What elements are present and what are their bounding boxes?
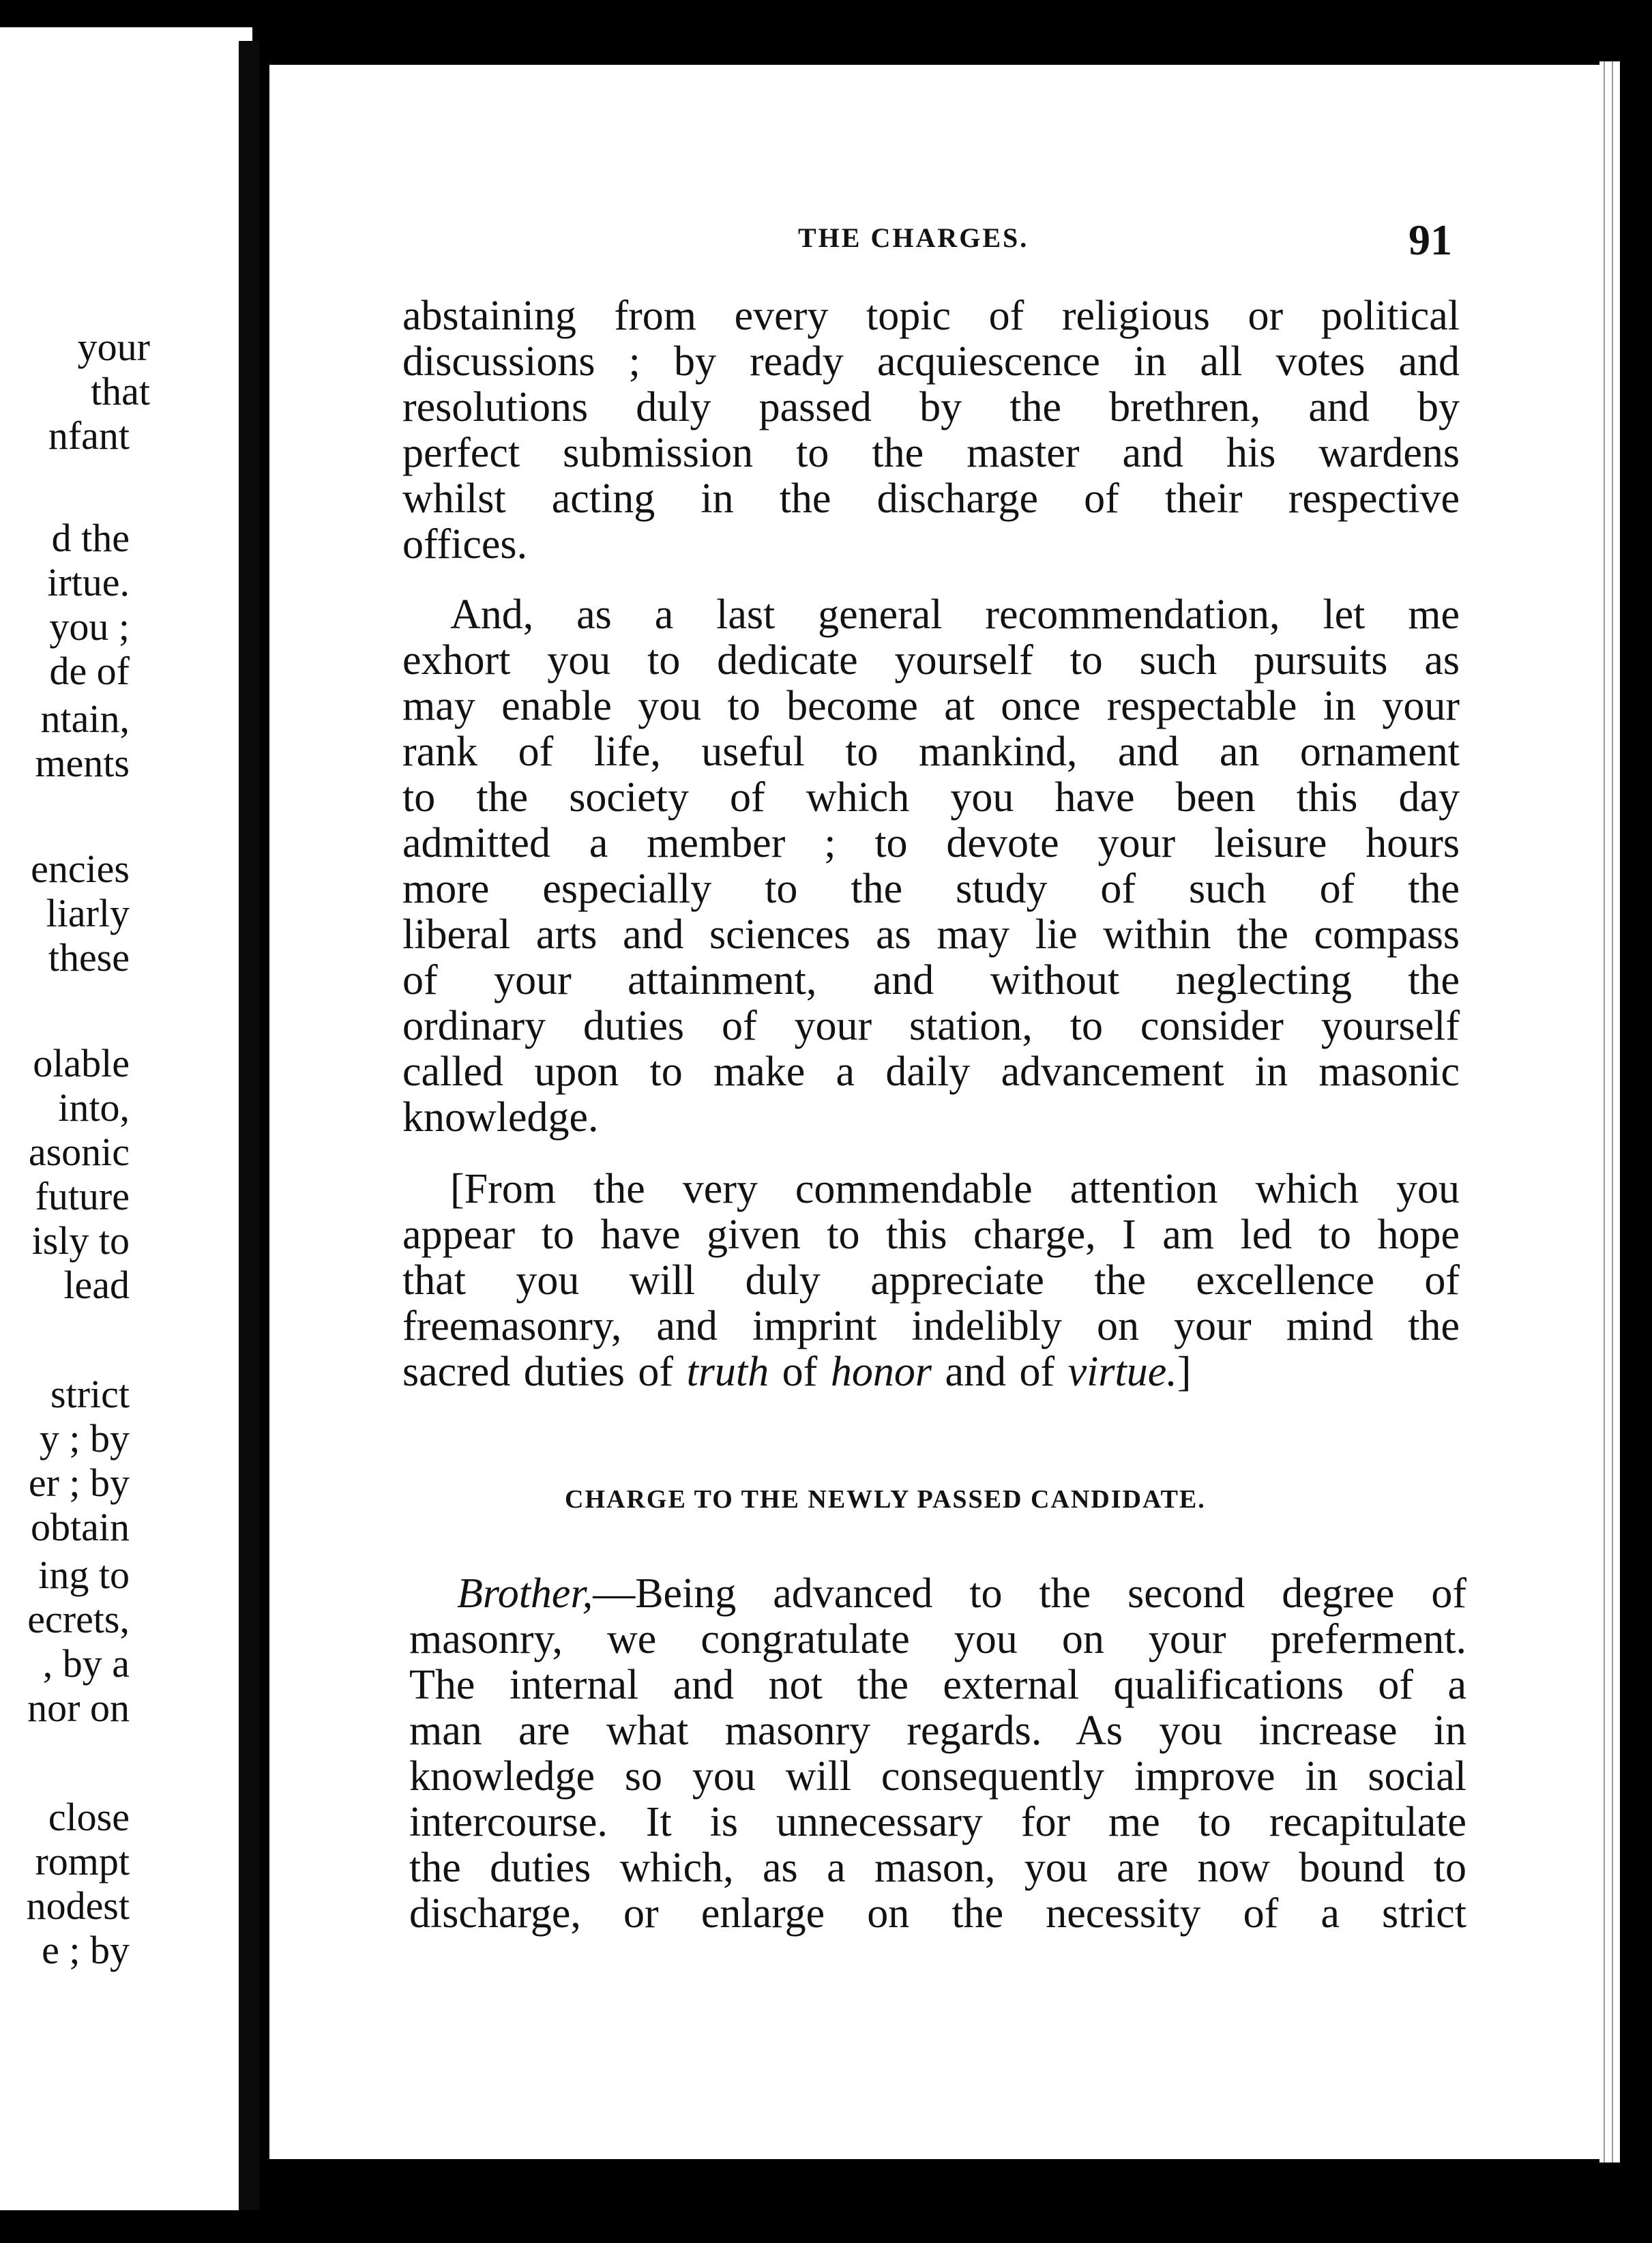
text-line: freemasonry, and imprint indelibly on your mind the xyxy=(402,1303,1460,1349)
text-line: knowledge. xyxy=(402,1094,599,1141)
facing-page-line: obtain xyxy=(31,1505,130,1549)
running-head xyxy=(798,215,1480,269)
book-gutter xyxy=(239,41,259,2210)
facing-page-line: isly to xyxy=(31,1218,130,1263)
text-line: appear to have given to this charge, I am led to hope xyxy=(402,1212,1460,1258)
paragraph-bracketed xyxy=(402,1167,1460,1395)
text-run: —Being advanced to the second degree of xyxy=(593,1570,1466,1617)
text-run: sacred duties of xyxy=(402,1349,687,1395)
text-line: to the society of which you have been this day xyxy=(402,774,1460,821)
text-line: And, as a last general recommendation, let me xyxy=(450,591,1460,638)
facing-page-line: er ; by xyxy=(28,1461,130,1505)
facing-page-line: d the xyxy=(51,516,130,560)
facing-page-line: e ; by xyxy=(42,1928,130,1972)
text-line xyxy=(402,1349,1460,1395)
text-line: intercourse. It is unnecessary for me to recapitulate xyxy=(409,1799,1466,1845)
facing-page-line: olable xyxy=(33,1041,130,1085)
text-line: called upon to make a daily advancement in masonic xyxy=(402,1049,1460,1095)
text-line: masonry, we congratulate you on your preferment. xyxy=(409,1616,1466,1662)
italic-brother: Brother, xyxy=(457,1570,593,1617)
facing-page-sliver xyxy=(0,27,252,2210)
facing-page-line: you ; xyxy=(49,604,130,649)
page-number: 91 xyxy=(1408,216,1452,264)
facing-page-line: that xyxy=(91,369,150,413)
facing-page-line: into, xyxy=(58,1085,130,1130)
text-line: man are what masonry regards. As you increase in xyxy=(409,1707,1466,1754)
facing-page-line: future xyxy=(35,1174,130,1218)
facing-page-line: nor on xyxy=(27,1686,130,1730)
text-line xyxy=(409,1571,1466,1617)
text-line: abstaining from every topic of religious or political xyxy=(402,293,1460,339)
paragraph-charge xyxy=(409,1571,1466,1937)
facing-page-line: encies xyxy=(31,847,130,891)
facing-page-line: ecrets, xyxy=(27,1597,130,1641)
facing-page-line: ments xyxy=(35,741,130,785)
italic-virtue: virtue. xyxy=(1067,1349,1177,1395)
text-line: that you will duly appreciate the excellence of xyxy=(402,1257,1460,1304)
text-run: ] xyxy=(1177,1349,1192,1395)
facing-page-line: these xyxy=(48,935,130,980)
text-line: The internal and not the external qualifications of a xyxy=(409,1662,1466,1708)
text-line: more especially to the study of such of the xyxy=(402,866,1460,912)
italic-truth: truth xyxy=(686,1349,769,1395)
facing-page-line: asonic xyxy=(28,1130,130,1174)
text-line: may enable you to become at once respectable in your xyxy=(402,683,1460,729)
facing-page-line: , by a xyxy=(42,1641,130,1686)
facing-page-line: irtue. xyxy=(47,560,130,604)
facing-page-line: your xyxy=(77,325,150,369)
facing-page-line: rompt xyxy=(35,1839,130,1883)
text-run: of xyxy=(769,1349,831,1395)
text-line: whilst acting in the discharge of their respective xyxy=(402,475,1460,522)
text-line: admitted a member ; to devote your leisure hours xyxy=(402,820,1460,866)
facing-page-line: ntain, xyxy=(40,697,130,741)
text-line: discussions ; by ready acquiescence in all votes and xyxy=(402,338,1460,385)
text-line: discharge, or enlarge on the necessity of a strict xyxy=(409,1890,1466,1937)
italic-honor: honor xyxy=(830,1349,932,1395)
facing-page-line: liarly xyxy=(46,891,130,935)
text-line: resolutions duly passed by the brethren, and by xyxy=(402,384,1460,430)
paragraph-continuation xyxy=(402,293,1460,568)
text-line: liberal arts and sciences as may lie within the compass xyxy=(402,911,1460,958)
text-line: ordinary duties of your station, to consider yourself xyxy=(402,1003,1460,1049)
facing-page-line: nfant xyxy=(48,413,130,458)
running-title: THE CHARGES. xyxy=(798,222,1029,253)
facing-page-line: ing to xyxy=(38,1553,130,1597)
page-edge xyxy=(1599,61,1620,2163)
facing-page-line: y ; by xyxy=(39,1416,130,1461)
facing-page-line: lead xyxy=(63,1263,130,1307)
section-heading: CHARGE TO THE NEWLY PASSED CANDIDATE. xyxy=(565,1485,1206,1514)
text-line: rank of life, useful to mankind, and an ornament xyxy=(402,729,1460,775)
facing-page-line: strict xyxy=(50,1372,130,1416)
text-line: [From the very commendable attention which you xyxy=(450,1166,1460,1212)
text-line: knowledge so you will consequently improve in social xyxy=(409,1753,1466,1800)
text-run: and of xyxy=(931,1349,1068,1395)
text-line: of your attainment, and without neglecting the xyxy=(402,957,1460,1003)
text-line: perfect submission to the master and his wardens xyxy=(402,430,1460,476)
facing-page-line: nodest xyxy=(26,1883,130,1928)
text-line: exhort you to dedicate yourself to such pursuits as xyxy=(402,637,1460,684)
facing-page-line: close xyxy=(48,1795,130,1839)
text-line: the duties which, as a mason, you are now bound to xyxy=(409,1845,1466,1891)
text-line: offices. xyxy=(402,521,528,568)
facing-page-line: de of xyxy=(49,649,130,693)
paragraph-recommendation xyxy=(402,592,1460,1141)
